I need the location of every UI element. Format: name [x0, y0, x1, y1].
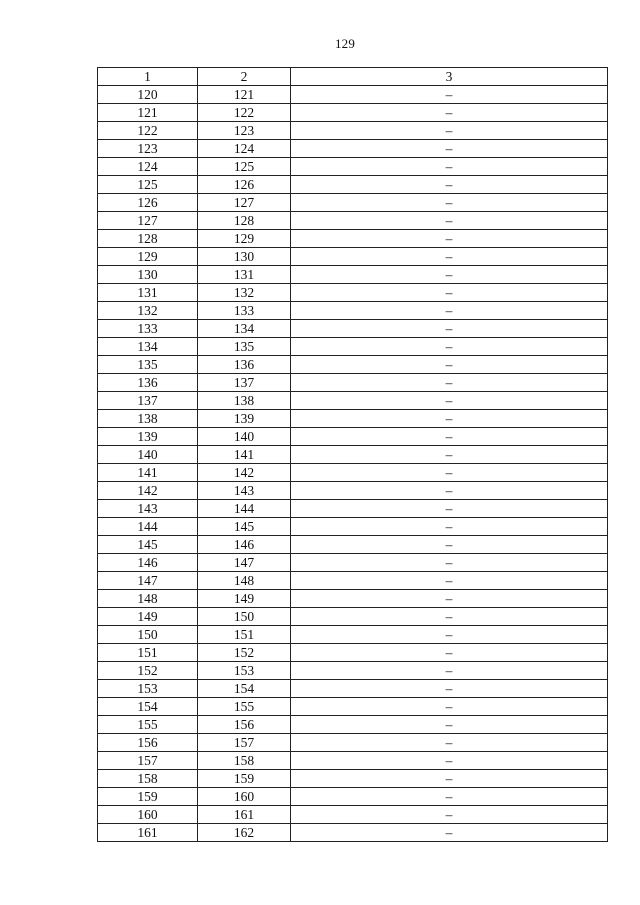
table-cell-col1: 125: [98, 176, 198, 194]
column-header-2: 2: [198, 68, 291, 86]
table-cell-col3: –: [291, 590, 608, 608]
table-row: [98, 428, 608, 446]
table-row: [98, 734, 608, 752]
table-cell-col2: 139: [198, 410, 291, 428]
table-row: [98, 698, 608, 716]
table-cell-col3: –: [291, 680, 608, 698]
table-cell-col2: 135: [198, 338, 291, 356]
table-row: [98, 158, 608, 176]
table-cell-col1: 153: [98, 680, 198, 698]
table-cell-col1: 130: [98, 266, 198, 284]
table-cell-col2: 131: [198, 266, 291, 284]
table-cell-col2: 125: [198, 158, 291, 176]
table-cell-col1: 120: [98, 86, 198, 104]
table-cell-col3: –: [291, 356, 608, 374]
table-row: [98, 482, 608, 500]
table-cell-col3: –: [291, 302, 608, 320]
table-cell-col3: –: [291, 392, 608, 410]
table-cell-col1: 161: [98, 824, 198, 842]
table-row: [98, 464, 608, 482]
table-cell-col3: –: [291, 770, 608, 788]
table-cell-col2: 150: [198, 608, 291, 626]
page-number: 129: [334, 36, 356, 51]
table-cell-col3: –: [291, 86, 608, 104]
table-cell-col1: 135: [98, 356, 198, 374]
table-cell-col1: 127: [98, 212, 198, 230]
table-cell-col1: 134: [98, 338, 198, 356]
table-row: [98, 626, 608, 644]
table-cell-col3: –: [291, 158, 608, 176]
table-cell-col2: 137: [198, 374, 291, 392]
table-cell-col1: 142: [98, 482, 198, 500]
table-cell-col3: –: [291, 698, 608, 716]
table-cell-col3: –: [291, 410, 608, 428]
table-cell-col1: 122: [98, 122, 198, 140]
table-cell-col3: –: [291, 338, 608, 356]
table-cell-col2: 155: [198, 698, 291, 716]
table-row: [98, 302, 608, 320]
table-row: [98, 500, 608, 518]
table-row: [98, 536, 608, 554]
table-cell-col2: 145: [198, 518, 291, 536]
table-cell-col3: –: [291, 104, 608, 122]
table-cell-col3: –: [291, 140, 608, 158]
table-row: [98, 104, 608, 122]
table-cell-col1: 133: [98, 320, 198, 338]
table-cell-col2: 161: [198, 806, 291, 824]
table-cell-col3: –: [291, 806, 608, 824]
table-cell-col1: 147: [98, 572, 198, 590]
table-cell-col1: 140: [98, 446, 198, 464]
table-cell-col2: 136: [198, 356, 291, 374]
table-cell-col2: 154: [198, 680, 291, 698]
table-cell-col3: –: [291, 716, 608, 734]
table-cell-col3: –: [291, 248, 608, 266]
column-header-1: 1: [98, 68, 198, 86]
table-row: [98, 446, 608, 464]
table-cell-col2: 144: [198, 500, 291, 518]
table-cell-col1: 131: [98, 284, 198, 302]
table-cell-col1: 146: [98, 554, 198, 572]
table-row: [98, 644, 608, 662]
table-row: [98, 608, 608, 626]
table-cell-col3: –: [291, 212, 608, 230]
table-row: [98, 212, 608, 230]
table-cell-col2: 160: [198, 788, 291, 806]
table-cell-col2: 124: [198, 140, 291, 158]
table-cell-col2: 140: [198, 428, 291, 446]
table-cell-col1: 128: [98, 230, 198, 248]
table-cell-col1: 138: [98, 410, 198, 428]
table-cell-col3: –: [291, 788, 608, 806]
table-cell-col2: 133: [198, 302, 291, 320]
table-cell-col2: 132: [198, 284, 291, 302]
table-cell-col2: 123: [198, 122, 291, 140]
table-row: [98, 824, 608, 842]
table-row: [98, 374, 608, 392]
table-cell-col1: 145: [98, 536, 198, 554]
table-cell-col1: 137: [98, 392, 198, 410]
table-row: [98, 590, 608, 608]
table-cell-col2: 147: [198, 554, 291, 572]
table-cell-col2: 122: [198, 104, 291, 122]
table-cell-col3: –: [291, 536, 608, 554]
table-row: [98, 176, 608, 194]
table-cell-col3: –: [291, 446, 608, 464]
table-cell-col2: 128: [198, 212, 291, 230]
table-cell-col2: 134: [198, 320, 291, 338]
table-cell-col3: –: [291, 320, 608, 338]
table-cell-col2: 157: [198, 734, 291, 752]
table-row: [98, 752, 608, 770]
table-cell-col3: –: [291, 230, 608, 248]
table-row: [98, 230, 608, 248]
table-cell-col1: 129: [98, 248, 198, 266]
table-cell-col2: 156: [198, 716, 291, 734]
table-cell-col1: 143: [98, 500, 198, 518]
table-row: [98, 788, 608, 806]
table-cell-col2: 151: [198, 626, 291, 644]
table-cell-col2: 138: [198, 392, 291, 410]
table-row: [98, 806, 608, 824]
table-row: [98, 122, 608, 140]
table-row: [98, 716, 608, 734]
table-cell-col1: 150: [98, 626, 198, 644]
table-cell-col1: 141: [98, 464, 198, 482]
table-cell-col2: 142: [198, 464, 291, 482]
table-cell-col3: –: [291, 572, 608, 590]
table-row: [98, 356, 608, 374]
table-cell-col3: –: [291, 464, 608, 482]
table-cell-col1: 126: [98, 194, 198, 212]
table-cell-col1: 157: [98, 752, 198, 770]
table-row: [98, 410, 608, 428]
table-cell-col1: 152: [98, 662, 198, 680]
table-cell-col3: –: [291, 518, 608, 536]
table-cell-col3: –: [291, 194, 608, 212]
table-cell-col1: 148: [98, 590, 198, 608]
table-cell-col2: 159: [198, 770, 291, 788]
table-row: [98, 248, 608, 266]
data-table: [97, 67, 608, 842]
table-cell-col3: –: [291, 428, 608, 446]
table-cell-col2: 121: [198, 86, 291, 104]
table-header-row: [98, 68, 608, 86]
table-row: [98, 518, 608, 536]
table-row: [98, 194, 608, 212]
table-row: [98, 680, 608, 698]
table-row: [98, 572, 608, 590]
table-cell-col3: –: [291, 662, 608, 680]
table-row: [98, 320, 608, 338]
table-row: [98, 338, 608, 356]
table-cell-col3: –: [291, 824, 608, 842]
table-cell-col3: –: [291, 266, 608, 284]
table-cell-col1: 160: [98, 806, 198, 824]
table-row: [98, 86, 608, 104]
table-cell-col2: 149: [198, 590, 291, 608]
table-cell-col1: 154: [98, 698, 198, 716]
table-cell-col2: 141: [198, 446, 291, 464]
table-cell-col3: –: [291, 284, 608, 302]
table-cell-col2: 143: [198, 482, 291, 500]
table-cell-col2: 127: [198, 194, 291, 212]
table-row: [98, 266, 608, 284]
table-cell-col3: –: [291, 626, 608, 644]
table-row: [98, 284, 608, 302]
table-cell-col2: 152: [198, 644, 291, 662]
table-cell-col2: 146: [198, 536, 291, 554]
table-cell-col1: 123: [98, 140, 198, 158]
table-cell-col2: 158: [198, 752, 291, 770]
table-cell-col2: 153: [198, 662, 291, 680]
table-row: [98, 140, 608, 158]
table-row: [98, 392, 608, 410]
table-cell-col1: 149: [98, 608, 198, 626]
table-cell-col3: –: [291, 500, 608, 518]
table-row: [98, 662, 608, 680]
table-cell-col2: 129: [198, 230, 291, 248]
table-cell-col1: 156: [98, 734, 198, 752]
table-cell-col2: 130: [198, 248, 291, 266]
table-row: [98, 770, 608, 788]
table-row: [98, 554, 608, 572]
table-cell-col1: 151: [98, 644, 198, 662]
table-cell-col3: –: [291, 176, 608, 194]
table-cell-col3: –: [291, 482, 608, 500]
table-body: [98, 86, 608, 842]
table-cell-col1: 121: [98, 104, 198, 122]
table-cell-col3: –: [291, 644, 608, 662]
table-cell-col1: 159: [98, 788, 198, 806]
table-cell-col2: 162: [198, 824, 291, 842]
table-cell-col2: 148: [198, 572, 291, 590]
table-cell-col1: 155: [98, 716, 198, 734]
table-cell-col3: –: [291, 554, 608, 572]
table-cell-col1: 136: [98, 374, 198, 392]
column-header-3: 3: [291, 68, 608, 86]
table-cell-col3: –: [291, 608, 608, 626]
table-cell-col3: –: [291, 122, 608, 140]
table-cell-col3: –: [291, 752, 608, 770]
table-cell-col3: –: [291, 374, 608, 392]
table-cell-col1: 132: [98, 302, 198, 320]
table-cell-col1: 139: [98, 428, 198, 446]
table-cell-col1: 144: [98, 518, 198, 536]
table-cell-col2: 126: [198, 176, 291, 194]
table-cell-col1: 124: [98, 158, 198, 176]
table-cell-col3: –: [291, 734, 608, 752]
table-cell-col1: 158: [98, 770, 198, 788]
